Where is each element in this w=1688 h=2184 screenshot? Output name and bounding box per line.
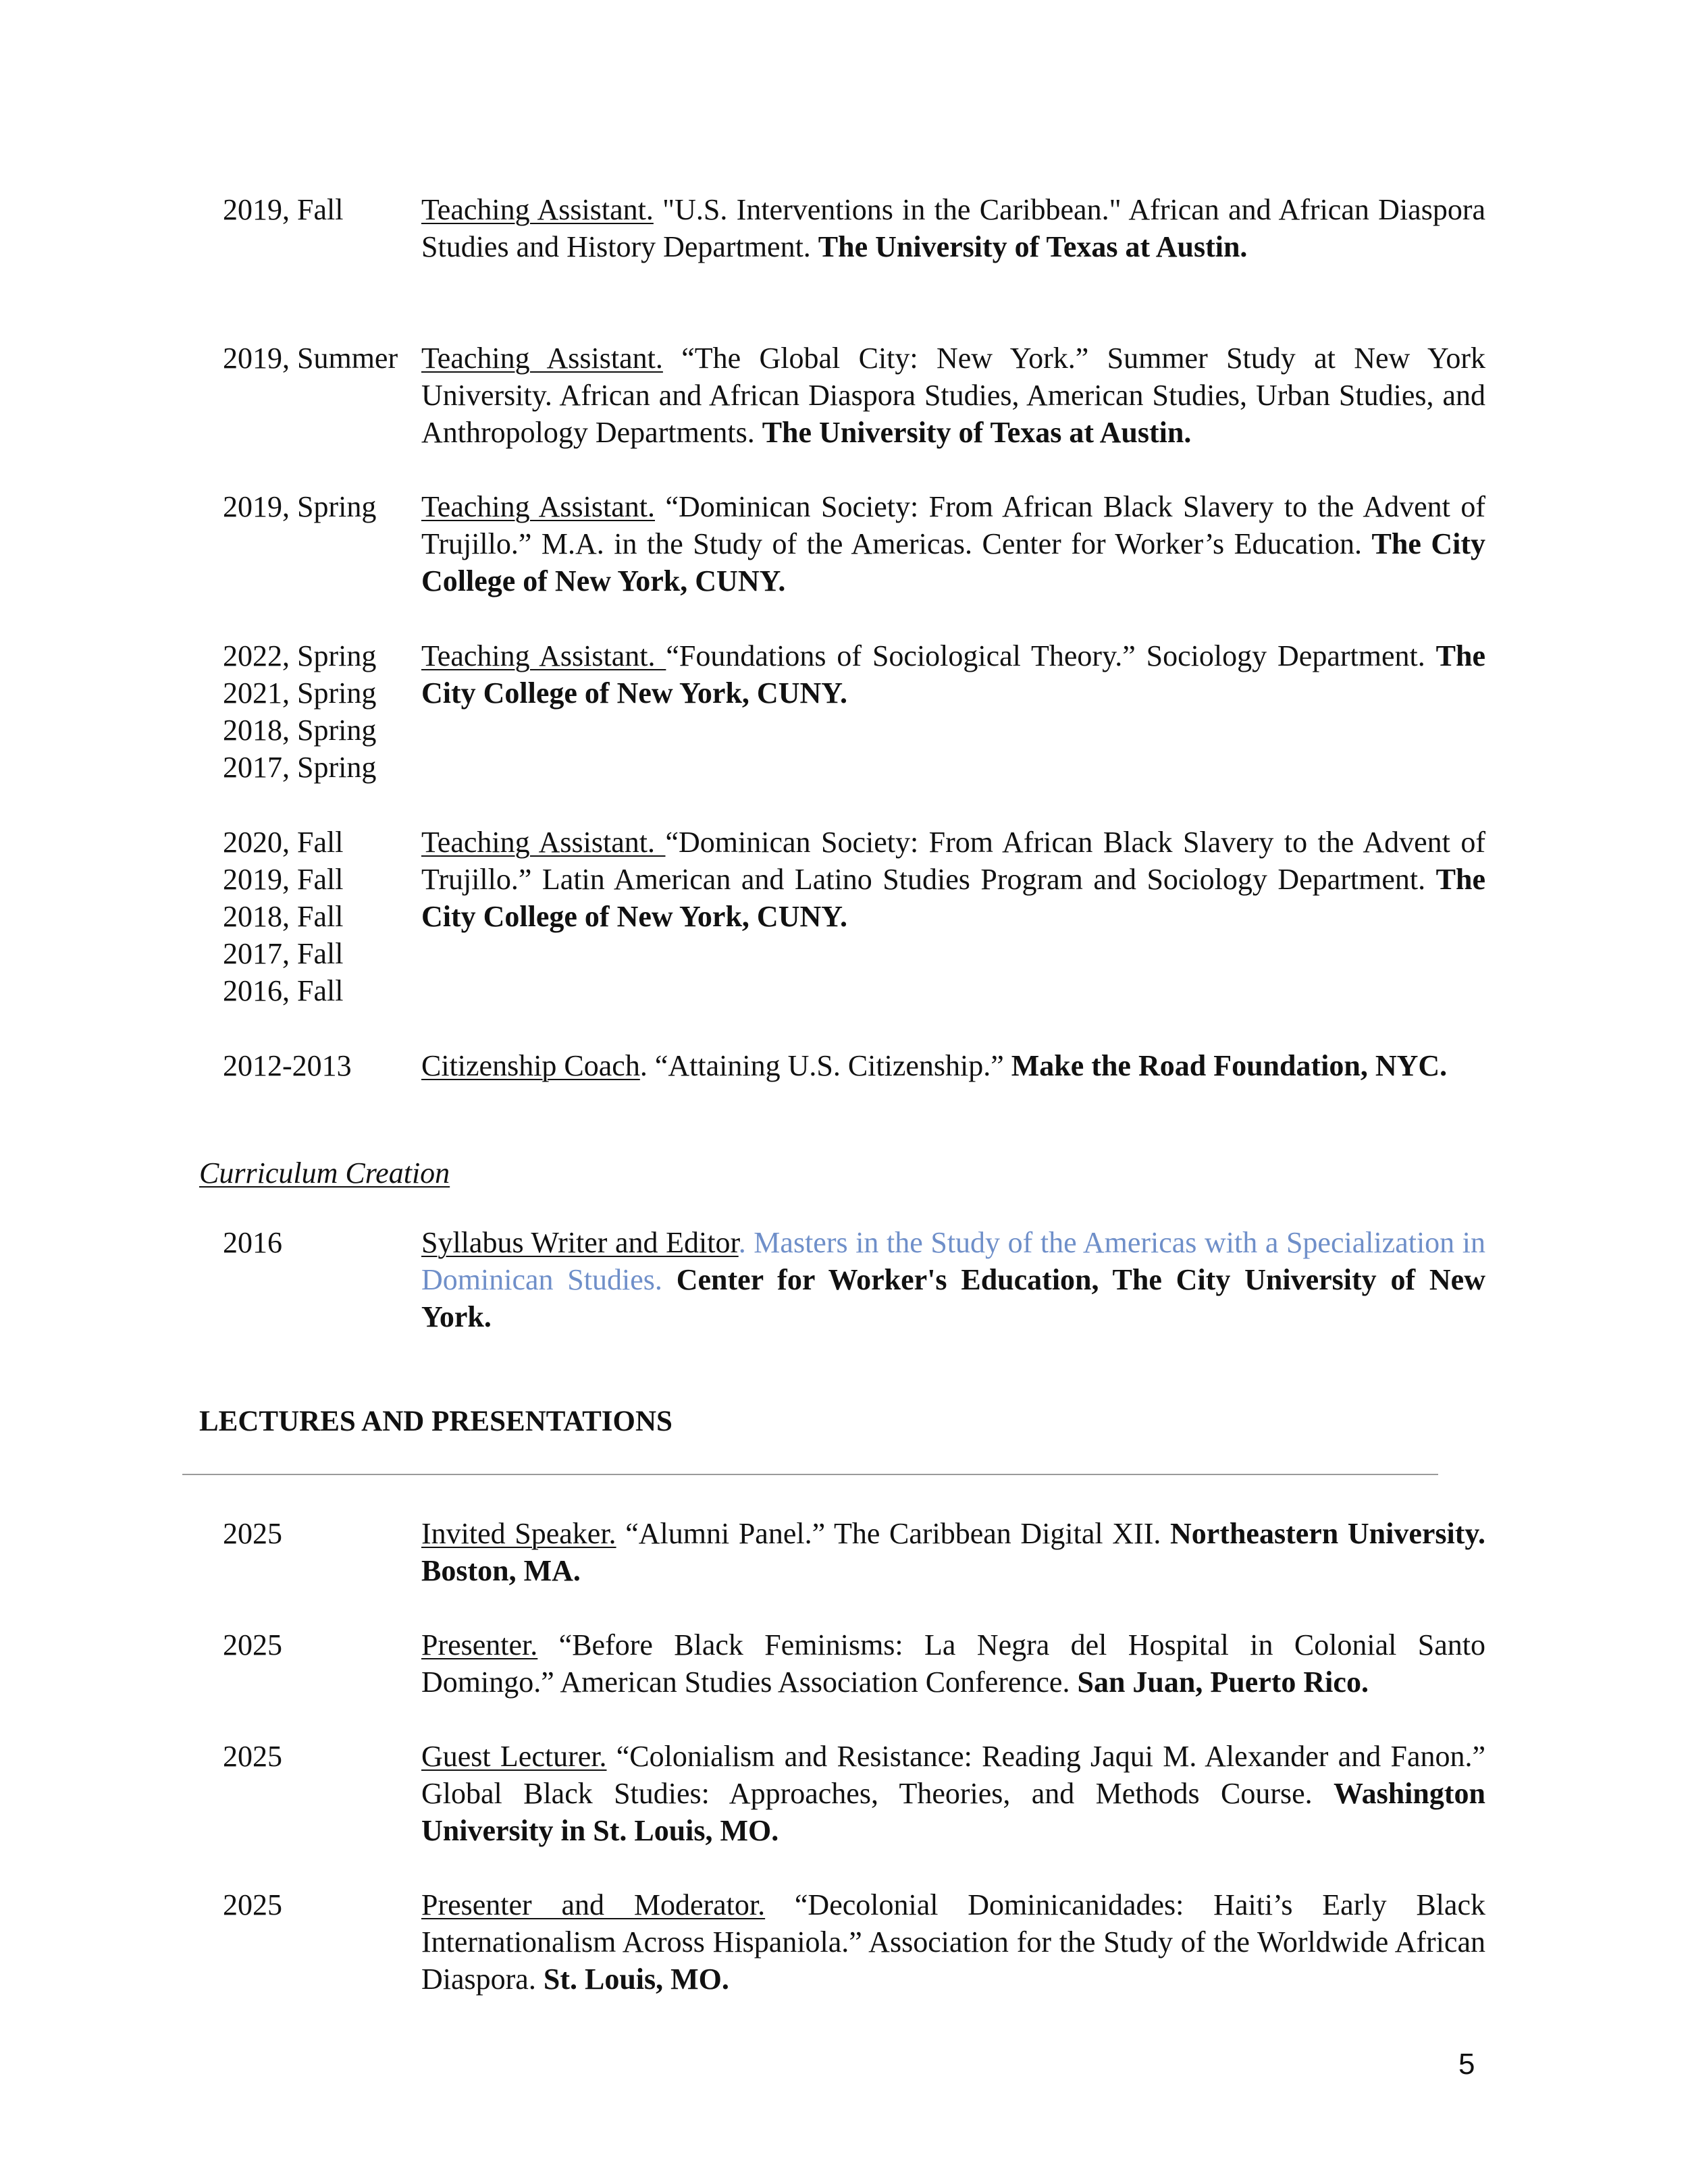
entry-date: 2016, Fall <box>223 974 344 1007</box>
entry-date: 2020, Fall <box>223 826 344 859</box>
section-divider <box>182 1474 1438 1475</box>
entry-institution: Northeastern University. Boston, MA. <box>421 1517 1486 1587</box>
entry-date: 2012-2013 <box>223 1049 352 1082</box>
entry-date: 2025 <box>223 1888 282 1921</box>
entry-institution: Washington University in St. Louis, MO. <box>421 1777 1485 1847</box>
entry-description <box>421 1515 1485 1589</box>
entry-role: Teaching Assistant. <box>421 193 654 226</box>
entry-role: Invited Speaker. <box>421 1517 616 1550</box>
entry-institution: Center for Worker's Education, The City University of New York. <box>421 1263 1485 1333</box>
entry-details: . “Attaining U.S. Citizenship.” <box>639 1049 1011 1082</box>
entry-date: 2025 <box>223 1740 282 1773</box>
entry-dates <box>223 1738 419 1775</box>
entry-institution: The City College of New York, CUNY. <box>421 863 1485 933</box>
entry-role: Teaching Assistant. <box>421 342 663 375</box>
entry-role: Syllabus Writer and Editor <box>421 1226 739 1259</box>
entry-details: “Foundations of Sociological Theory.” Sociology Department. <box>666 639 1436 672</box>
entry-details: “Dominican Society: From African Black Slavery to the Advent of Trujillo.” Latin American and Latino Studies Program and Sociology Department. <box>421 826 1485 896</box>
entry-description <box>421 1738 1485 1849</box>
entry-institution: The City College of New York, CUNY. <box>421 527 1486 597</box>
entry-details: “Decolonial Dominicanidades: Haiti’s Early Black Internationalism Across Hispaniola.” Association for the Study of the Worldwide African Diaspora. <box>421 1888 1485 1996</box>
entry-date: 2019, Spring <box>223 490 377 523</box>
entry-description <box>421 340 1485 451</box>
entry-dates <box>223 637 419 786</box>
entry-dates <box>223 1224 419 1261</box>
entry-date: 2025 <box>223 1517 282 1550</box>
entry-date: 2021, Spring <box>223 676 377 710</box>
curriculum-section-title: Curriculum Creation <box>199 1156 450 1190</box>
entry-description <box>421 637 1485 712</box>
entry-date: 2017, Fall <box>223 937 344 970</box>
entry-dates <box>223 824 419 1009</box>
entry-dates <box>223 1886 419 1923</box>
entry-date: 2019, Summer <box>223 342 398 375</box>
entry-institution: St. Louis, MO. <box>543 1963 729 1996</box>
program-link[interactable]: . Masters in the Study of the Americas with a Specialization in Dominican Studies. <box>421 1226 1485 1296</box>
entry-date: 2019, Fall <box>223 193 344 226</box>
entry-dates <box>223 1515 419 1552</box>
entry-description <box>421 1224 1485 1335</box>
entry-dates <box>223 1047 419 1084</box>
entry-institution: The University of Texas at Austin. <box>762 416 1192 449</box>
entry-institution: The University of Texas at Austin. <box>818 230 1248 263</box>
entry-dates <box>223 1626 419 1663</box>
page-number: 5 <box>1458 2048 1475 2081</box>
entry-details: “Alumni Panel.” The Caribbean Digital XII. <box>616 1517 1170 1550</box>
entry-details: “Colonialism and Resistance: Reading Jaqui M. Alexander and Fanon.” Global Black Studies: Approaches, Theories, and Methods Course. <box>421 1740 1486 1810</box>
entry-description <box>421 488 1485 600</box>
entry-role: Teaching Assistant. <box>421 490 656 523</box>
entry-description <box>421 1626 1485 1701</box>
entry-description <box>421 191 1485 265</box>
entry-institution: The City College of New York, CUNY. <box>421 639 1485 710</box>
entry-description <box>421 824 1485 935</box>
entry-role: Presenter. <box>421 1628 538 1661</box>
entry-date: 2025 <box>223 1628 282 1661</box>
lectures-heading: LECTURES AND PRESENTATIONS <box>199 1406 672 1437</box>
entry-role: Teaching Assistant. <box>421 826 666 859</box>
entry-institution: Make the Road Foundation, NYC. <box>1011 1049 1448 1082</box>
entry-details: “Before Black Feminisms: La Negra del Hospital in Colonial Santo Domingo.” American Studies Association Conference. <box>421 1628 1485 1699</box>
entry-date: 2017, Spring <box>223 751 377 784</box>
entry-description <box>421 1047 1485 1084</box>
entry-date: 2016 <box>223 1226 282 1259</box>
entry-role: Presenter and Moderator. <box>421 1888 766 1921</box>
entry-role: Teaching Assistant. <box>421 639 666 672</box>
entry-dates <box>223 191 419 228</box>
entry-description <box>421 1886 1485 1998</box>
entry-role: Citizenship Coach <box>421 1049 640 1082</box>
entry-date: 2022, Spring <box>223 639 377 672</box>
entry-dates <box>223 340 419 377</box>
entry-date: 2018, Fall <box>223 900 344 933</box>
entry-details: “Dominican Society: From African Black Slavery to the Advent of Trujillo.” M.A. in the Study of the Americas. Center for Worker’s Education. <box>421 490 1485 560</box>
entry-role: Guest Lecturer. <box>421 1740 607 1773</box>
entry-details: "U.S. Interventions in the Caribbean." African and African Diaspora Studies and History Department. <box>421 193 1485 263</box>
entry-dates <box>223 488 419 525</box>
entry-date: 2018, Spring <box>223 714 377 747</box>
entry-date: 2019, Fall <box>223 863 344 896</box>
entry-details: “The Global City: New York.” Summer Study at New York University. African and African Diaspora Studies, American Studies, Urban Studies, and Anthropology Departments. <box>421 342 1486 449</box>
entry-institution: San Juan, Puerto Rico. <box>1077 1666 1369 1699</box>
